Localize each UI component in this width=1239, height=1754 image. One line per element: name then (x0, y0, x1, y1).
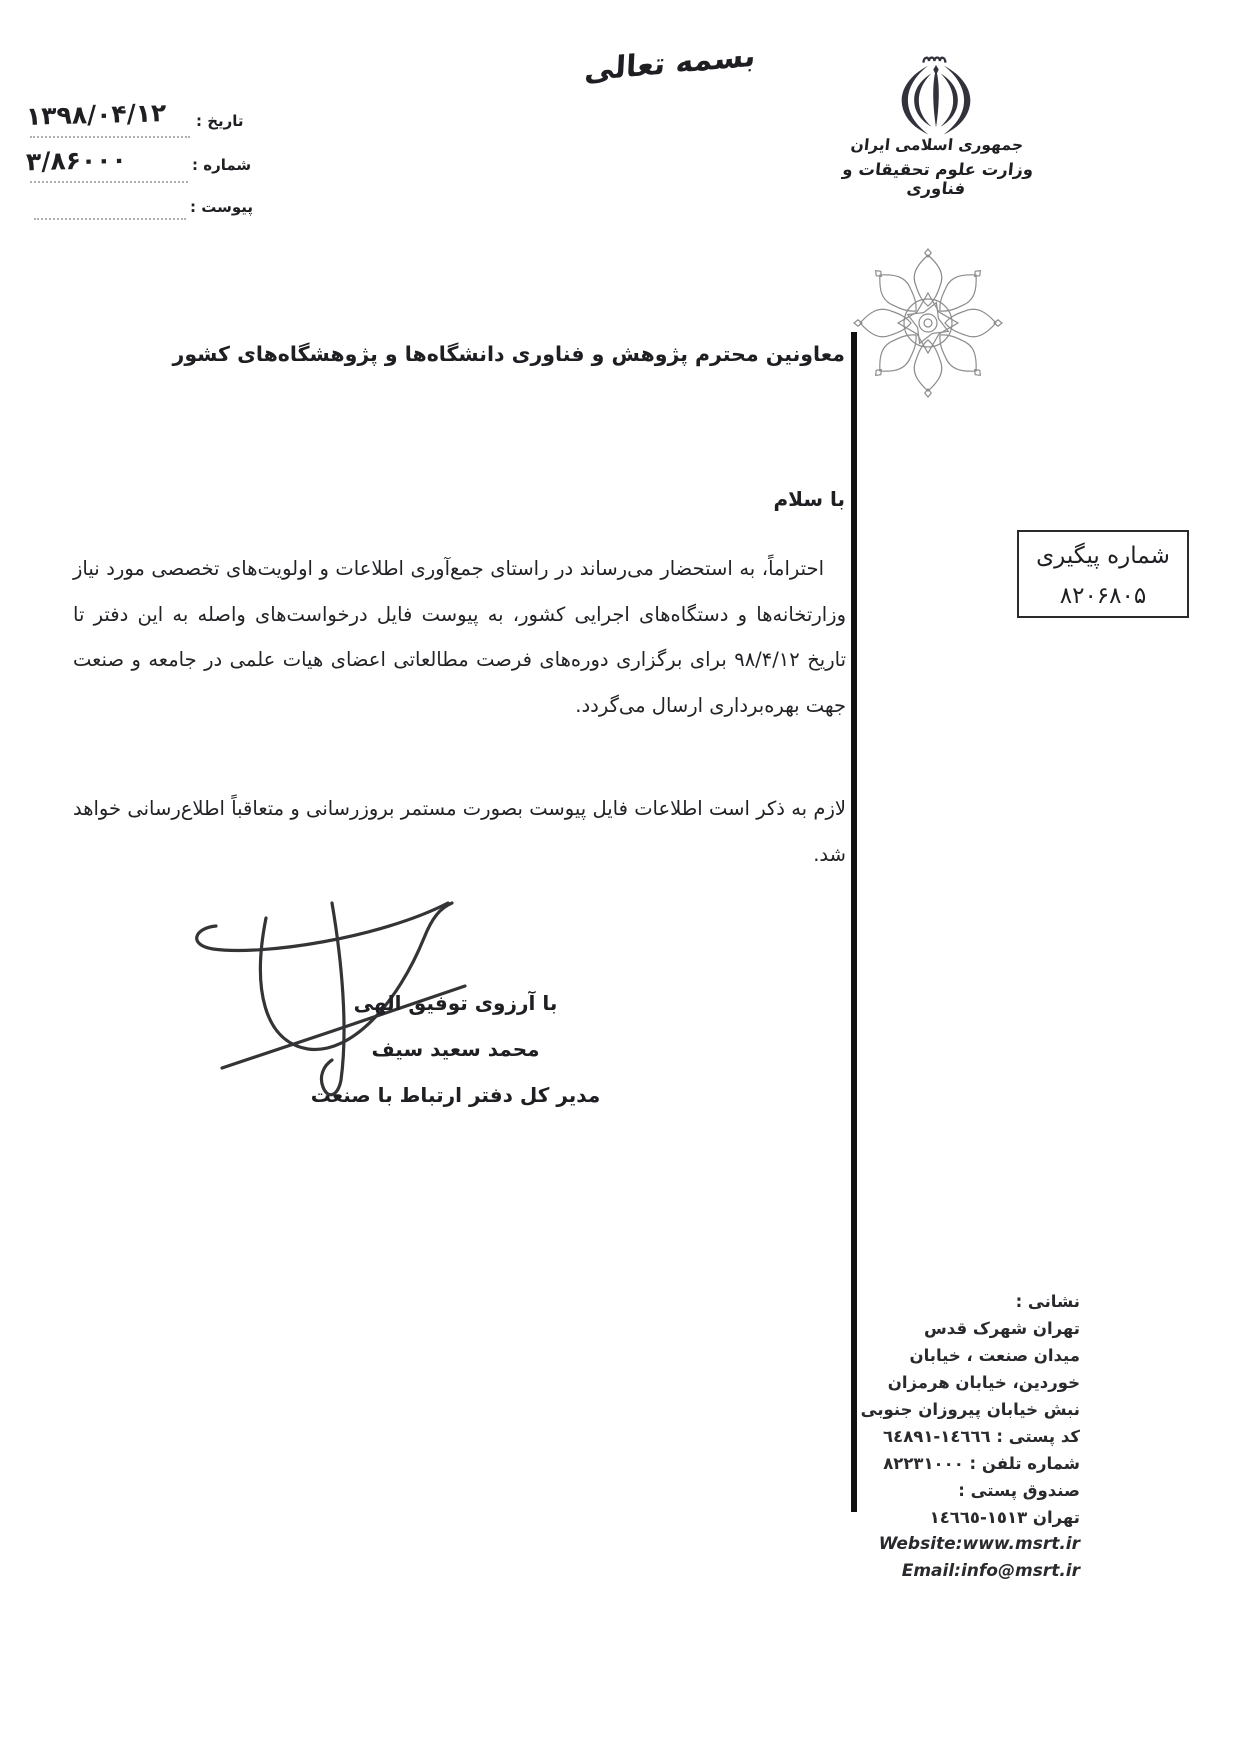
po-box-label: صندوق پستی : (958, 1481, 1080, 1500)
body-paragraph-2: لازم به ذکر است اطلاعات فایل پیوست بصورت مستمر بروزرسانی و متعاقباً اطلاع‌رسانی خواهد شد. (73, 797, 846, 866)
tracking-label: شماره پیگیری (1036, 543, 1170, 569)
email-line: Email:info@msrt.ir (901, 1561, 1080, 1581)
address-line: خوردین، خیابان هرمزان (887, 1373, 1080, 1392)
number-label: شماره : (192, 156, 252, 174)
iran-emblem-icon (897, 54, 975, 140)
address-line: میدان صنعت ، خیابان (909, 1346, 1080, 1365)
tracking-number: ۸۲۰۶۸۰۵ (1059, 583, 1147, 609)
date-label: تاریخ : (196, 112, 244, 130)
number-dotted-line (30, 181, 188, 183)
postal-code-line: کد پستی : ١٤٦٦٦-٦٤٨٩١ (883, 1427, 1080, 1446)
islamic-star-ornament-icon (853, 248, 1003, 402)
tracking-box (1017, 530, 1189, 618)
address-line: نبش خیابان پیروزان جنوبی (860, 1400, 1080, 1419)
attachment-dotted-line (34, 218, 186, 220)
signature-closing: با آرزوی توفیق الهی (353, 991, 558, 1015)
besmele-calligraphy: بسمه تعالی (583, 38, 757, 89)
website-line: Website:www.msrt.ir (878, 1534, 1080, 1554)
recipient-line: معاونین محترم پژوهش و فناوری دانشگاه‌ها و پژوهشگاه‌های کشور (172, 342, 845, 366)
body-paragraph-1: احتراماً، به استحضار می‌رساند در راستای جمع‌آوری اطلاعات و اولویت‌های تخصصی مورد نیاز وزارتخانه‌ها و دستگاه‌های اجرایی کشور، به پیوست فایل درخواست‌های واصله به این دفتر تا تاریخ ۹۸/۴/۱۲ برای برگزاری دوره‌های فرصت مطالعاتی اعضای هیات علمی در جامعه و صنعت جهت بهره‌برداری ارسال می‌گردد. (73, 557, 846, 717)
republic-line: جمهوری اسلامی ایران (849, 136, 1025, 154)
attachment-label: پیوست : (190, 198, 254, 216)
date-dotted-line (30, 136, 190, 138)
footer-address-block (760, 1288, 1080, 1585)
ministry-line: وزارت علوم تحقیقات و فناوری (841, 160, 1035, 198)
signatory-title: مدیر کل دفتر ارتباط با صنعت (310, 1083, 601, 1107)
salutation: با سلام (773, 487, 845, 511)
address-label: نشانی : (1015, 1292, 1080, 1311)
address-line: تهران شهرک قدس (924, 1319, 1080, 1338)
date-value: ۱۳۹۸/۰۴/۱۲ (25, 98, 167, 131)
po-box-line: تهران ١٥١٣-١٤٦٦٥ (929, 1508, 1080, 1527)
letterhead-gov-lines (812, 136, 1062, 198)
number-value: ۳/۸۶۰۰۰ (25, 144, 128, 177)
signature-block (283, 980, 628, 1118)
signatory-name: محمد سعید سیف (371, 1037, 540, 1061)
phone-line: شماره تلفن : ۸۲۲۳۱۰۰۰ (883, 1454, 1080, 1473)
